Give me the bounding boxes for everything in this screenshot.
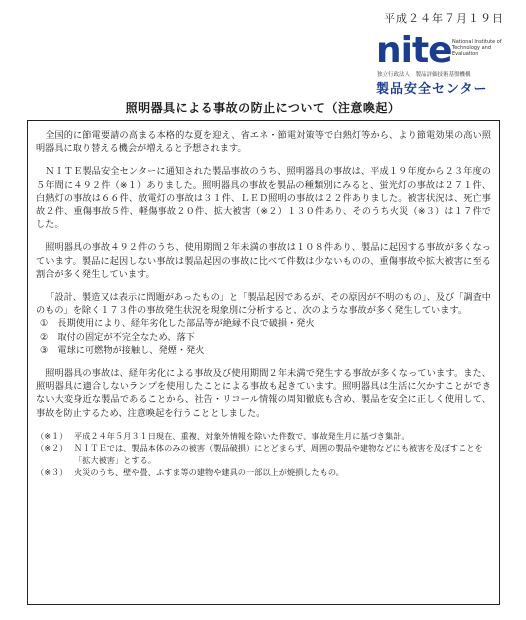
list-item: ① 長期使用により、経年劣化した部品等が絶縁不良で破損・発火 xyxy=(40,318,315,330)
footnote xyxy=(36,430,491,442)
logo-japanese-name: 独立行政法人 製品評価技術基盤機構 xyxy=(377,72,471,78)
list-item: ② 取付の固定が不完全なため、落下 xyxy=(40,331,195,343)
footnote xyxy=(36,442,491,466)
paragraph-closing: 照明器具の事故は、経年劣化による事故及び使用期間２年未満で発生する事故が多くなっています。また、照明器具に適合しないランプを使用したことによる事故も起きています。照明器具は生活に欠かすことができない大変身近な製品であることから、社告・リコール情報の周知徹底も含め、製品を安全に正しく使用して、事故を防止するため、注意喚起を行うこととしました。 xyxy=(36,368,491,419)
paragraph-intro: 全国的に節電要請の高まる本格的な夏を迎え、省エネ・節電対策等で白熱灯等から、より節電効果の高い照明器具に取り替える機会が増えると予想されます。 xyxy=(36,130,491,155)
footnote-mark: （※２） xyxy=(36,442,68,453)
nite-logo xyxy=(336,30,506,97)
list-item: ③ 電球に可燃物が接触し、発煙・発火 xyxy=(40,344,205,356)
paragraph-analysis: 「設計、製造又は表示に問題があったもの」と「製品起因であるが、その原因が不明のもの」、及び「調査中のもの」を除く１７３件の事故発生状況を現象別に分析すると、次のような事故が多く発生しています。 xyxy=(36,292,491,317)
footnote-mark: （※３） xyxy=(36,466,68,477)
paragraph-usage-period: 照明器具の事故４９２件のうち、使用期間２年未満の事故は１０８件あり、製品に起因する事故が多くなっています。製品に起因しない事故は製品起因の事故に比べて件数は少ないものの、重傷事故や拡大被害に至る割合が多く発生しています。 xyxy=(36,242,491,280)
footnote-text: 火災のうち、壁や畳、ふすま等の建物や建具の一部以上が焼損したもの。 xyxy=(74,466,344,477)
footnote xyxy=(36,466,491,478)
footnotes xyxy=(36,430,491,478)
accident-type-list xyxy=(36,317,491,357)
logo-wordmark: nite xyxy=(376,30,452,71)
content-box xyxy=(27,120,500,605)
document-title: 照明器具による事故の防止について（注意喚起） xyxy=(125,101,401,115)
center-name: 製品安全センター xyxy=(376,82,488,97)
footnote-text: ＮＩＴＥでは、製品本体のみの被害（製品破損）にとどまらず、周囲の製品や建物などにも被害を及ぼすことを「拡大被害」とする。 xyxy=(74,442,483,465)
footnote-text: 平成２４年５月３１日現在、重複、対象外情報を除いた件数で、事故発生月に基づき集計。 xyxy=(74,430,410,441)
paragraph-statistics: ＮＩＴＥ製品安全センターに通知された製品事故のうち、照明器具の事故は、平成１９年度から２３年度の５年間に４９２件（※１）ありました。照明器具の事故を製品の種類別にみると、蛍光灯の事故は２７１件、白熱灯の事故は６６件、放電灯の事故は３１件、ＬＥＤ照明の事故は２２件ありました。被害状況は、死亡事故２件、重傷事故５件、軽傷事故２０件、拡大被害（※２）１３０件あり、そのうち火災（※３）は１７件でした。 xyxy=(36,166,491,231)
document-date: 平成２４年７月１９日 xyxy=(384,12,504,25)
footnote-mark: （※１） xyxy=(36,430,68,441)
logo-english-name: National Institute of Technology and Evaluation xyxy=(452,39,502,57)
